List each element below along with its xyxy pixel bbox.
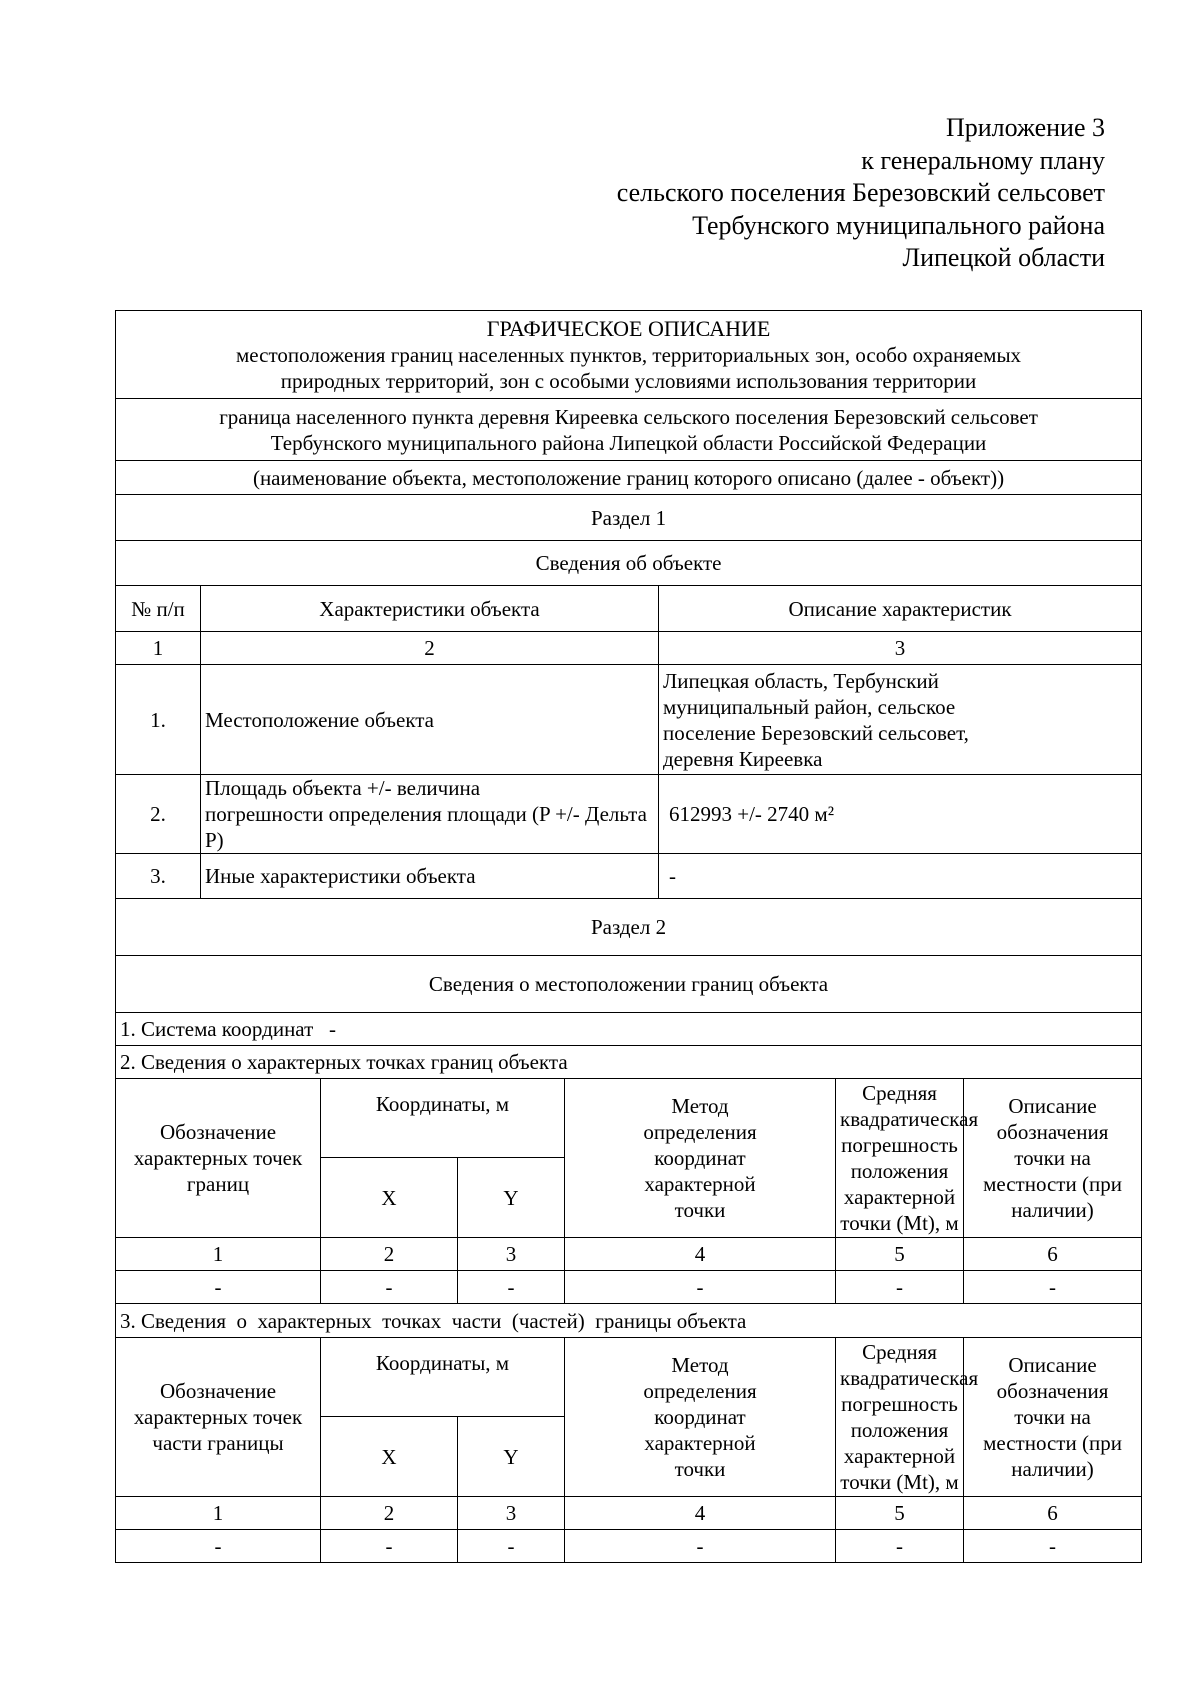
description-line: поселение Березовский сельсовет, xyxy=(663,720,969,745)
parts-title-row xyxy=(116,1304,1142,1338)
caption-row xyxy=(116,461,1142,495)
title-cell xyxy=(116,311,1142,399)
col-number: 2 xyxy=(321,1238,458,1271)
parts-col-description xyxy=(964,1338,1142,1497)
table-cell: - xyxy=(964,1530,1142,1563)
table-cell: - xyxy=(321,1271,458,1304)
points-header-row xyxy=(116,1079,1142,1158)
header-line: точки на xyxy=(1014,1146,1091,1170)
object-cell xyxy=(116,399,1142,461)
section1-title: Раздел 1 xyxy=(116,495,1142,541)
header-line: Метод xyxy=(671,1353,729,1377)
description-line: Липецкая область, Тербунский xyxy=(663,668,939,693)
header-line: Метод xyxy=(671,1094,729,1118)
header-line: квадратическая xyxy=(840,1366,979,1390)
header-line: Обозначение xyxy=(159,1120,277,1144)
points-col-method xyxy=(565,1079,836,1238)
header-line: Обозначение xyxy=(159,1379,277,1403)
col-number: 3 xyxy=(659,632,1142,665)
header-line: Описание xyxy=(1008,1094,1097,1118)
header-line: положения xyxy=(850,1159,949,1183)
section1-number-row xyxy=(116,632,1142,665)
header-line: характерной xyxy=(843,1444,956,1468)
header-line: характерной xyxy=(644,1172,756,1196)
col-number: 2 xyxy=(201,632,659,665)
header-line: положения xyxy=(850,1418,949,1442)
table-cell: - xyxy=(565,1530,836,1563)
section2-title-row xyxy=(116,899,1142,956)
header-line: обозначения xyxy=(996,1120,1109,1144)
section2-subtitle-row xyxy=(116,956,1142,1013)
col-number: 5 xyxy=(836,1497,964,1530)
description-line: муниципальный район, сельское xyxy=(663,694,956,719)
header-line: характерных точек xyxy=(133,1405,303,1429)
object-line: граница населенного пункта деревня Киреевка сельского поселения Березовский сельсовет xyxy=(219,404,1038,429)
points-data-row xyxy=(116,1271,1142,1304)
header-line: квадратическая xyxy=(840,1107,979,1131)
header-line: определения xyxy=(643,1379,757,1403)
table-cell: - xyxy=(116,1271,321,1304)
table-cell: - xyxy=(321,1530,458,1563)
object-line: Тербунского муниципального района Липецкой области Российской Федерации xyxy=(270,430,987,455)
header-line: местности (при xyxy=(983,1431,1122,1455)
col-number: 2 xyxy=(321,1497,458,1530)
points-col-coordinates: Координаты, м xyxy=(321,1079,565,1158)
title-line: природных территорий, зон с особыми условиями использования территории xyxy=(280,368,977,393)
points-col-error xyxy=(836,1079,979,1238)
parts-col-y: Y xyxy=(458,1417,565,1497)
points-col-description xyxy=(964,1079,1142,1238)
table-cell: - xyxy=(458,1530,565,1563)
table-cell: - xyxy=(565,1271,836,1304)
section1-row-area xyxy=(116,775,1142,854)
header-line: характерной xyxy=(843,1185,956,1209)
col-header-number: № п/п xyxy=(116,586,201,632)
col-number: 5 xyxy=(836,1238,964,1271)
header-line: Липецкой области xyxy=(902,243,1105,272)
section1-title-row xyxy=(116,495,1142,541)
col-header-characteristics: Характеристики объекта xyxy=(201,586,659,632)
col-number: 1 xyxy=(116,1238,321,1271)
characteristic-area xyxy=(201,775,659,854)
section1-subtitle: Сведения об объекте xyxy=(116,541,1142,586)
col-number: 1 xyxy=(116,632,201,665)
description-location xyxy=(659,665,1142,775)
header-line: точки xyxy=(674,1198,726,1222)
description-line: деревня Киреевка xyxy=(663,746,823,771)
header-line: координат xyxy=(654,1405,746,1429)
parts-col-method xyxy=(565,1338,836,1497)
characteristic-line: Площадь объекта +/- величина xyxy=(205,776,481,800)
points-col-y: Y xyxy=(458,1158,565,1238)
parts-header-row xyxy=(116,1338,1142,1417)
appendix-header xyxy=(617,112,1105,275)
col-number: 3 xyxy=(458,1238,565,1271)
points-title: 2. Сведения о характерных точках границ объекта xyxy=(116,1046,1142,1079)
header-line: точки (Mt), м xyxy=(840,1470,959,1494)
section1-subtitle-row xyxy=(116,541,1142,586)
col-number: 6 xyxy=(964,1497,1142,1530)
points-col-designation xyxy=(116,1079,321,1238)
document-title: ГРАФИЧЕСКОЕ ОПИСАНИЕ xyxy=(486,315,771,341)
section2-subtitle: Сведения о местоположении границ объекта xyxy=(116,956,1142,1013)
header-line: Тербунского муниципального района xyxy=(692,210,1105,240)
col-header-description: Описание характеристик xyxy=(659,586,1142,632)
header-line: местности (при xyxy=(983,1172,1122,1196)
col-number: 4 xyxy=(565,1497,836,1530)
header-line: к генеральному плану xyxy=(861,145,1105,175)
header-line: Приложение 3 xyxy=(945,113,1105,142)
row-number: 2. xyxy=(116,775,201,854)
header-line: характерных точек xyxy=(133,1146,303,1170)
header-line: части границы xyxy=(152,1431,284,1455)
section1-header-row xyxy=(116,586,1142,632)
title-line: местоположения границ населенных пунктов, территориальных зон, особо охраняемых xyxy=(236,342,1022,367)
table-cell: - xyxy=(458,1271,565,1304)
section1-row-other xyxy=(116,854,1142,899)
parts-col-coordinates: Координаты, м xyxy=(321,1338,565,1417)
table-cell: - xyxy=(116,1530,321,1563)
table-cell: - xyxy=(836,1271,964,1304)
graphic-description-table xyxy=(115,310,1142,1563)
section2-title: Раздел 2 xyxy=(116,899,1142,956)
row-number: 3. xyxy=(116,854,201,899)
header-line: погрешность xyxy=(841,1392,958,1416)
points-title-row xyxy=(116,1046,1142,1079)
header-line: наличии) xyxy=(1011,1198,1094,1222)
parts-title: 3. Сведения о характерных точках части (частей) границы объекта xyxy=(116,1304,1142,1338)
coord-system-row xyxy=(116,1013,1142,1046)
header-line: погрешность xyxy=(841,1133,958,1157)
characteristic-location: Местоположение объекта xyxy=(201,665,659,775)
header-line: границ xyxy=(186,1172,250,1196)
col-number: 1 xyxy=(116,1497,321,1530)
parts-col-designation xyxy=(116,1338,321,1497)
col-number: 4 xyxy=(565,1238,836,1271)
description-area: 612993 +/- 2740 м² xyxy=(659,775,1142,854)
points-number-row xyxy=(116,1238,1142,1271)
header-line: Средняя xyxy=(862,1340,937,1364)
object-caption: (наименование объекта, местоположение границ которого описано (далее - объект)) xyxy=(116,461,1142,495)
points-col-x: X xyxy=(321,1158,458,1238)
section1-row-location xyxy=(116,665,1142,775)
description-other: - xyxy=(659,854,1142,899)
characteristic-other: Иные характеристики объекта xyxy=(201,854,659,899)
header-line: точки xyxy=(674,1457,726,1481)
parts-data-row xyxy=(116,1530,1142,1563)
header-line: обозначения xyxy=(996,1379,1109,1403)
header-line: точки на xyxy=(1014,1405,1091,1429)
row-number: 1. xyxy=(116,665,201,775)
table-cell: - xyxy=(836,1530,964,1563)
header-line: сельского поселения Березовский сельсовет xyxy=(616,178,1105,207)
parts-col-x: X xyxy=(321,1417,458,1497)
col-number: 6 xyxy=(964,1238,1142,1271)
header-line: координат xyxy=(654,1146,746,1170)
header-line: определения xyxy=(643,1120,757,1144)
table-cell: - xyxy=(964,1271,1142,1304)
object-row xyxy=(116,399,1142,461)
title-row xyxy=(116,311,1142,399)
header-line: точки (Mt), м xyxy=(840,1211,959,1235)
header-line: наличии) xyxy=(1011,1457,1094,1481)
parts-col-error xyxy=(836,1338,979,1497)
header-line: характерной xyxy=(644,1431,756,1455)
header-line: Описание xyxy=(1008,1353,1097,1377)
parts-number-row xyxy=(116,1497,1142,1530)
characteristic-line: погрешности определения площади (P +/- Дельта P) xyxy=(205,802,647,852)
header-line: Средняя xyxy=(862,1081,937,1105)
col-number: 3 xyxy=(458,1497,565,1530)
coord-system: 1. Система координат - xyxy=(116,1013,1142,1046)
